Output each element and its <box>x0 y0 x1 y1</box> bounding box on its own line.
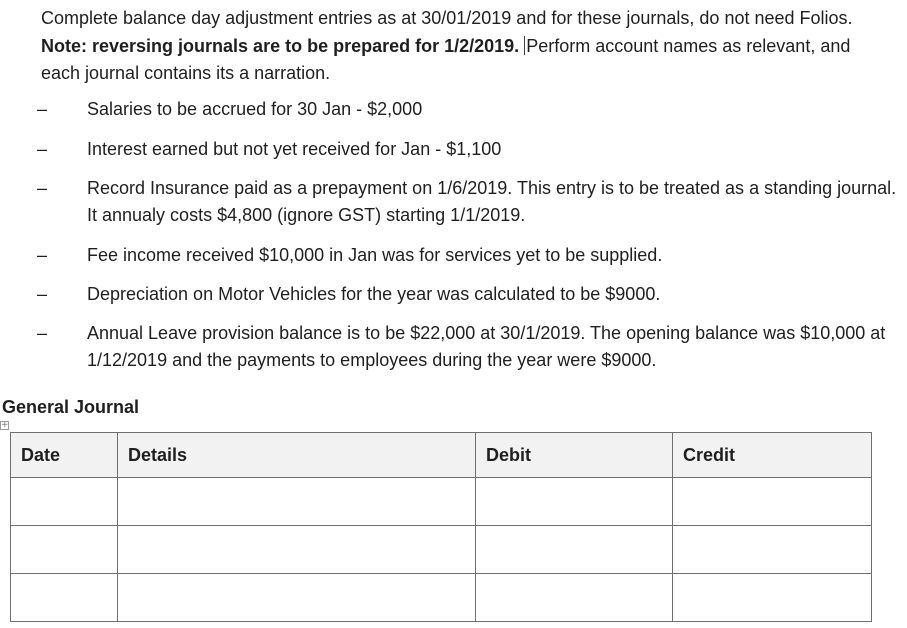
credit-cell[interactable] <box>673 526 872 574</box>
table-row <box>11 574 872 622</box>
instructions-paragraph <box>41 5 871 88</box>
details-cell[interactable] <box>118 478 476 526</box>
table-header-row <box>11 433 872 478</box>
list-item-text: Annual Leave provision balance is to be $22,000 at 30/1/2019. The opening balance was $10,000 at 1/12/2019 and the payments to employees during the year were $9000. <box>87 323 886 370</box>
dash-bullet: – <box>37 139 48 159</box>
details-cell[interactable] <box>118 526 476 574</box>
debit-cell[interactable] <box>476 526 673 574</box>
instructions-text-1: Complete balance day adjustment entries as at 30/01/2019 and for these journals, do not need Folios. <box>41 8 853 28</box>
date-cell[interactable] <box>11 478 118 526</box>
date-cell[interactable] <box>11 574 118 622</box>
date-cell[interactable] <box>11 526 118 574</box>
dash-bullet: – <box>37 284 48 304</box>
table-move-handle-icon[interactable]: + <box>1 420 9 430</box>
debit-cell[interactable] <box>476 478 673 526</box>
list-item-text: Salaries to be accrued for 30 Jan - $2,000 <box>87 99 423 119</box>
debit-cell[interactable] <box>476 574 673 622</box>
details-cell[interactable] <box>118 574 476 622</box>
instructions-text-2: Perform account names as relevant, and each journal contains its a narration. <box>41 35 851 83</box>
credit-cell[interactable] <box>673 574 872 622</box>
list-item-text: Record Insurance paid as a prepayment on 1/6/2019. This entry is to be treated as a standing journal. It annualy costs $4,800 (ignore GST) starting 1/1/2019. <box>87 178 897 225</box>
dash-bullet: – <box>37 99 48 119</box>
list-item-text: Depreciation on Motor Vehicles for the year was calculated to be $9000. <box>87 284 661 304</box>
list-item-text: Interest earned but not yet received for Jan - $1,100 <box>87 139 502 159</box>
general-journal-table <box>10 432 872 622</box>
column-header-credit: Credit <box>673 433 872 478</box>
dash-bullet: – <box>37 245 48 265</box>
credit-cell[interactable] <box>673 478 872 526</box>
table-row <box>11 526 872 574</box>
list-item-text: Fee income received $10,000 in Jan was for services yet to be supplied. <box>87 245 663 265</box>
column-header-date: Date <box>11 433 118 478</box>
dash-bullet: – <box>37 178 48 198</box>
column-header-details: Details <box>118 433 476 478</box>
dash-bullet: – <box>37 323 48 343</box>
reversing-note: Note: reversing journals are to be prepared for 1/2/2019. <box>41 35 520 56</box>
table-row <box>11 478 872 526</box>
general-journal-title: General Journal <box>2 397 140 417</box>
column-header-debit: Debit <box>476 433 673 478</box>
